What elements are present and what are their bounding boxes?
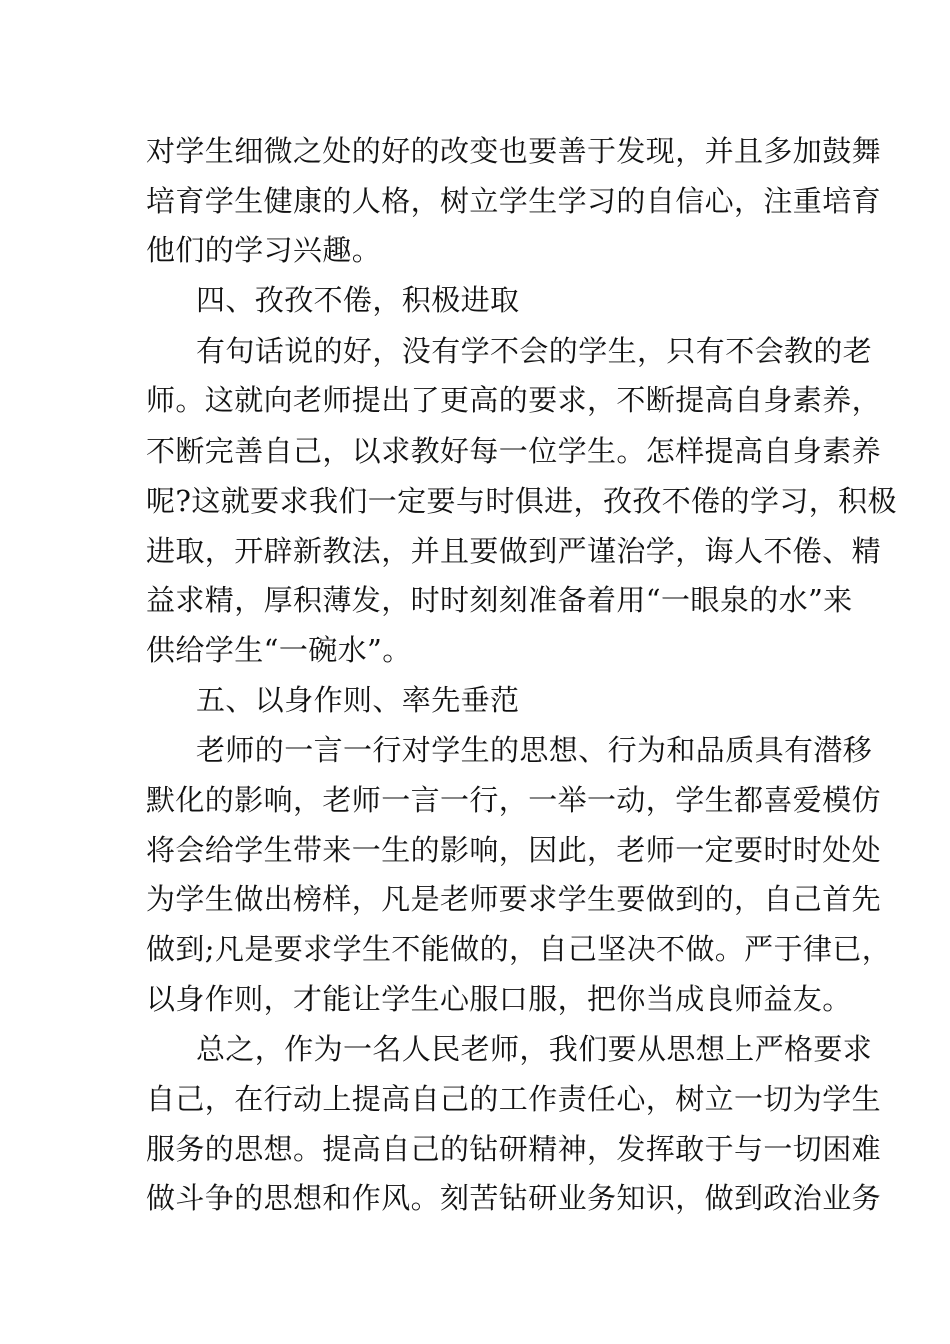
text-line: 做斗争的思想和作风。刻苦钻研业务知识，做到政治业务 [146,1181,882,1215]
text-line: 培育学生健康的人格，树立学生学习的自信心，注重培育 [146,184,882,218]
text-line: 为学生做出榜样，凡是老师要求学生要做到的，自己首先 [146,882,882,916]
text-line: 服务的思想。提高自己的钻研精神，发挥敢于与一切困难 [146,1132,882,1166]
text-line: 他们的学习兴趣。 [146,233,382,267]
text-line: 默化的影响，老师一言一行，一举一动，学生都喜爱模仿 [146,783,882,817]
text-line: 自己，在行动上提高自己的工作责任心，树立一切为学生 [146,1082,882,1116]
text-line: 做到;凡是要求学生不能做的，自己坚决不做。严于律已， [146,932,892,966]
text-line: 以身作则，才能让学生心服口服，把你当成良师益友。 [146,982,852,1016]
text-line: 将会给学生带来一生的影响，因此，老师一定要时时处处 [146,833,882,867]
text-line: 供给学生“一碗水”。 [146,633,412,667]
text-line: 总之，作为一名人民老师，我们要从思想上严格要求 [196,1032,873,1066]
text-line: 有句话说的好，没有学不会的学生，只有不会教的老 [196,334,873,368]
text-line: 师。这就向老师提出了更高的要求，不断提高自身素养， [146,383,882,417]
text-line: 呢?这就要求我们一定要与时俱进，孜孜不倦的学习，积极 [146,484,897,518]
section-heading: 五、以身作则、率先垂范 [196,683,520,717]
text-line: 进取，开辟新教法，并且要做到严谨治学，诲人不倦、精 [146,534,882,568]
text-line: 对学生细微之处的好的改变也要善于发现，并且多加鼓舞 [146,134,882,168]
text-line: 益求精，厚积薄发，时时刻刻准备着用“一眼泉的水”来 [146,583,853,617]
section-heading: 四、孜孜不倦，积极进取 [196,283,520,317]
text-line: 不断完善自己，以求教好每一位学生。怎样提高自身素养 [146,434,882,468]
text-line: 老师的一言一行对学生的思想、行为和品质具有潜移 [196,733,873,767]
